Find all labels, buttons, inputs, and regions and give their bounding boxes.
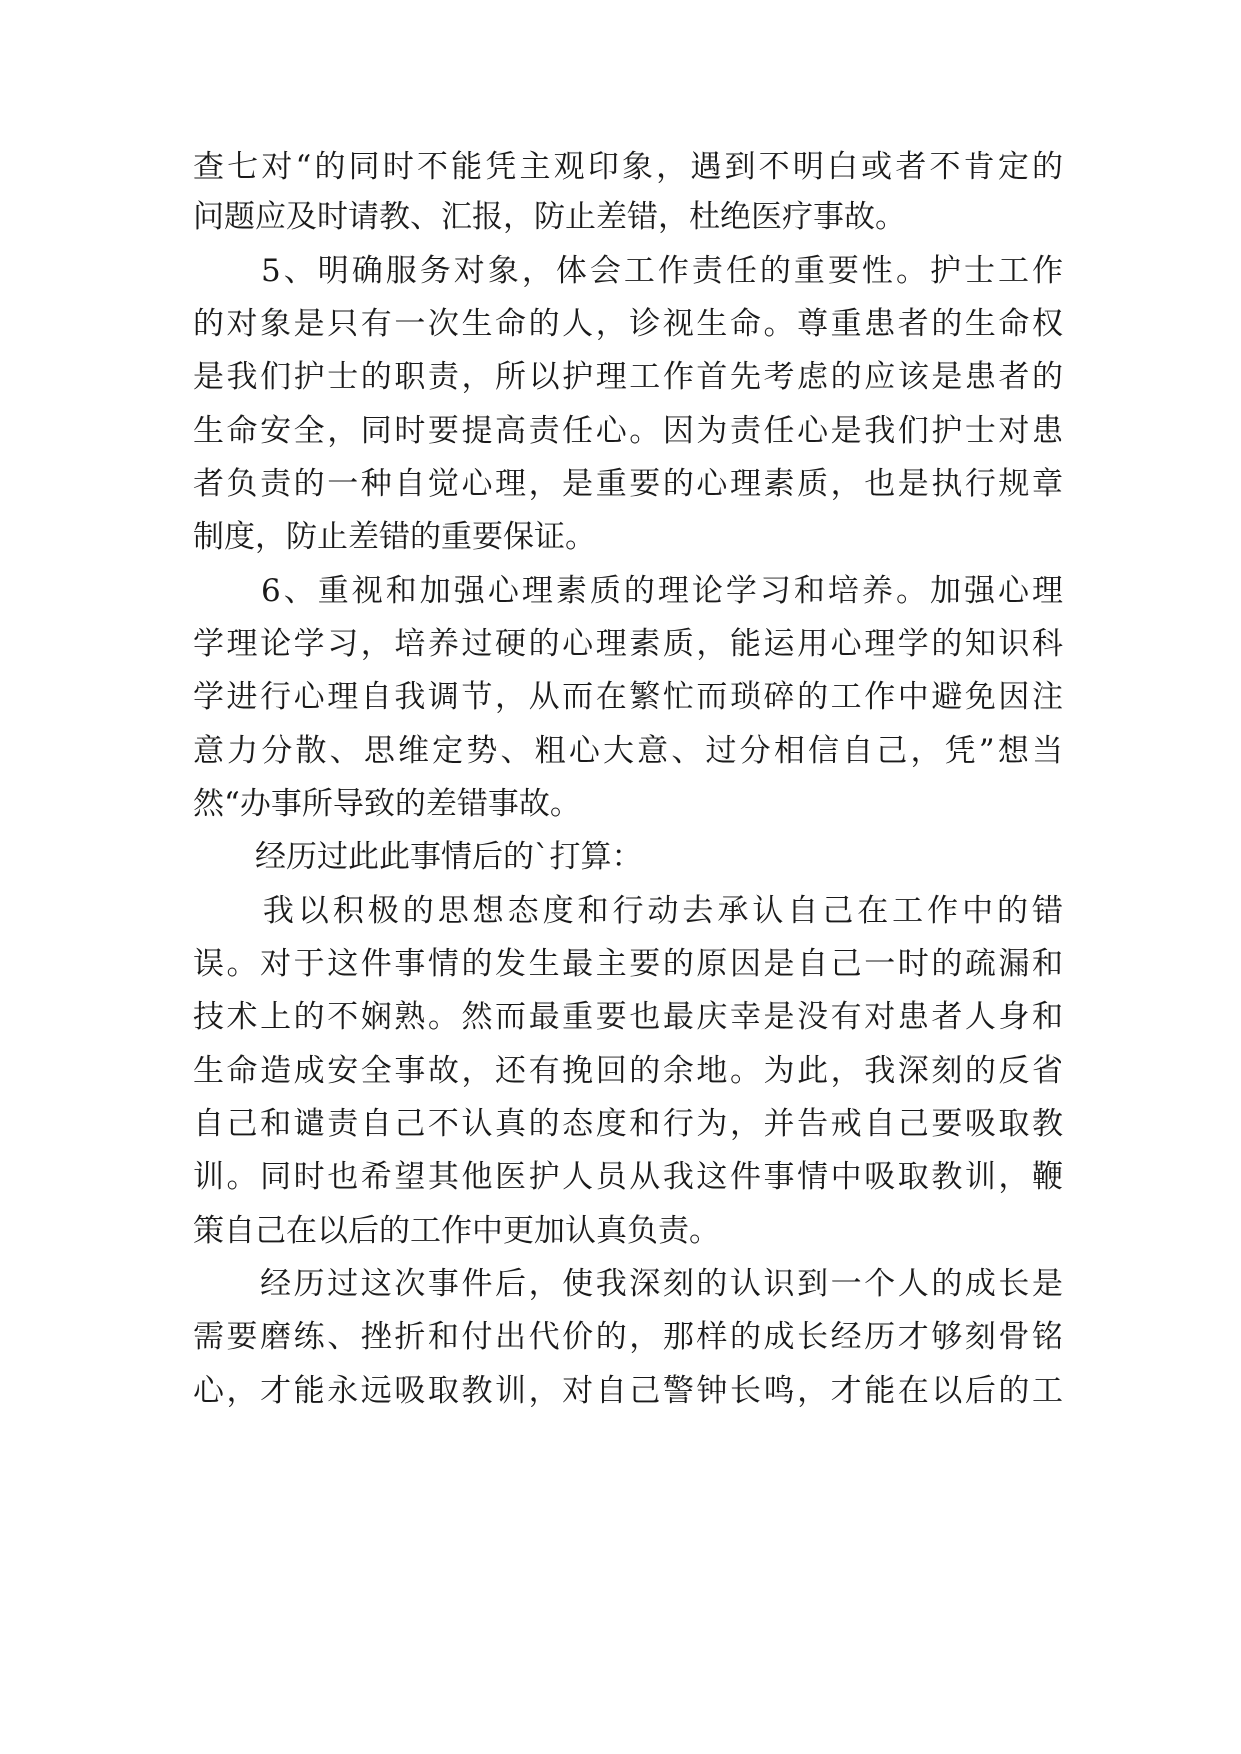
- text-line: 然“办事所导致的差错事故。: [193, 786, 581, 822]
- text-line: 训。同时也希望其他医护人员从我这件事情中吸取教训，鞭: [193, 1159, 1063, 1195]
- text-line: 我以积极的思想态度和行动去承认自己在工作中的错: [193, 893, 1063, 929]
- text-line: 5、明确服务对象，体会工作责任的重要性。护士工作: [193, 253, 1063, 289]
- text-line: 经历过这次事件后，使我深刻的认识到一个人的成长是: [193, 1266, 1063, 1302]
- text-line: 意力分散、思维定势、粗心大意、过分相信自己，凭”想当: [193, 733, 1063, 769]
- text-line: 的对象是只有一次生命的人，诊视生命。尊重患者的生命权: [193, 306, 1063, 342]
- text-line: 生命造成安全事故，还有挽回的余地。为此，我深刻的反省: [193, 1053, 1063, 1089]
- text-line: 自己和谴责自己不认真的态度和行为，并告戒自己要吸取教: [193, 1106, 1063, 1142]
- text-line: 查七对“的同时不能凭主观印象，遇到不明白或者不肯定的: [193, 149, 1063, 185]
- text-line: 策自己在以后的工作中更加认真负责。: [193, 1213, 720, 1249]
- text-line: 需要磨练、挫折和付出代价的，那样的成长经历才够刻骨铭: [193, 1319, 1063, 1355]
- text-line: 者负责的一种自觉心理，是重要的心理素质，也是执行规章: [193, 466, 1063, 502]
- text-line: 制度，防止差错的重要保证。: [193, 519, 596, 555]
- text-line: 6、重视和加强心理素质的理论学习和培养。加强心理: [193, 573, 1063, 609]
- text-line: 误。对于这件事情的发生最主要的原因是自己一时的疏漏和: [193, 946, 1063, 982]
- text-line: 技术上的不娴熟。然而最重要也最庆幸是没有对患者人身和: [193, 999, 1063, 1035]
- text-line: 生命安全，同时要提高责任心。因为责任心是我们护士对患: [193, 413, 1063, 449]
- text-line: 问题应及时请教、汇报，防止差错，杜绝医疗事故。: [193, 199, 906, 235]
- text-line: 学进行心理自我调节，从而在繁忙而琐碎的工作中避免因注: [193, 679, 1063, 715]
- text-line: 学理论学习，培养过硬的心理素质，能运用心理学的知识科: [193, 626, 1063, 662]
- text-line: 经历过此此事情后的`打算：: [193, 839, 643, 875]
- text-line: 心，才能永远吸取教训，对自己警钟长鸣，才能在以后的工: [193, 1373, 1063, 1409]
- text-line: 是我们护士的职责，所以护理工作首先考虑的应该是患者的: [193, 359, 1063, 395]
